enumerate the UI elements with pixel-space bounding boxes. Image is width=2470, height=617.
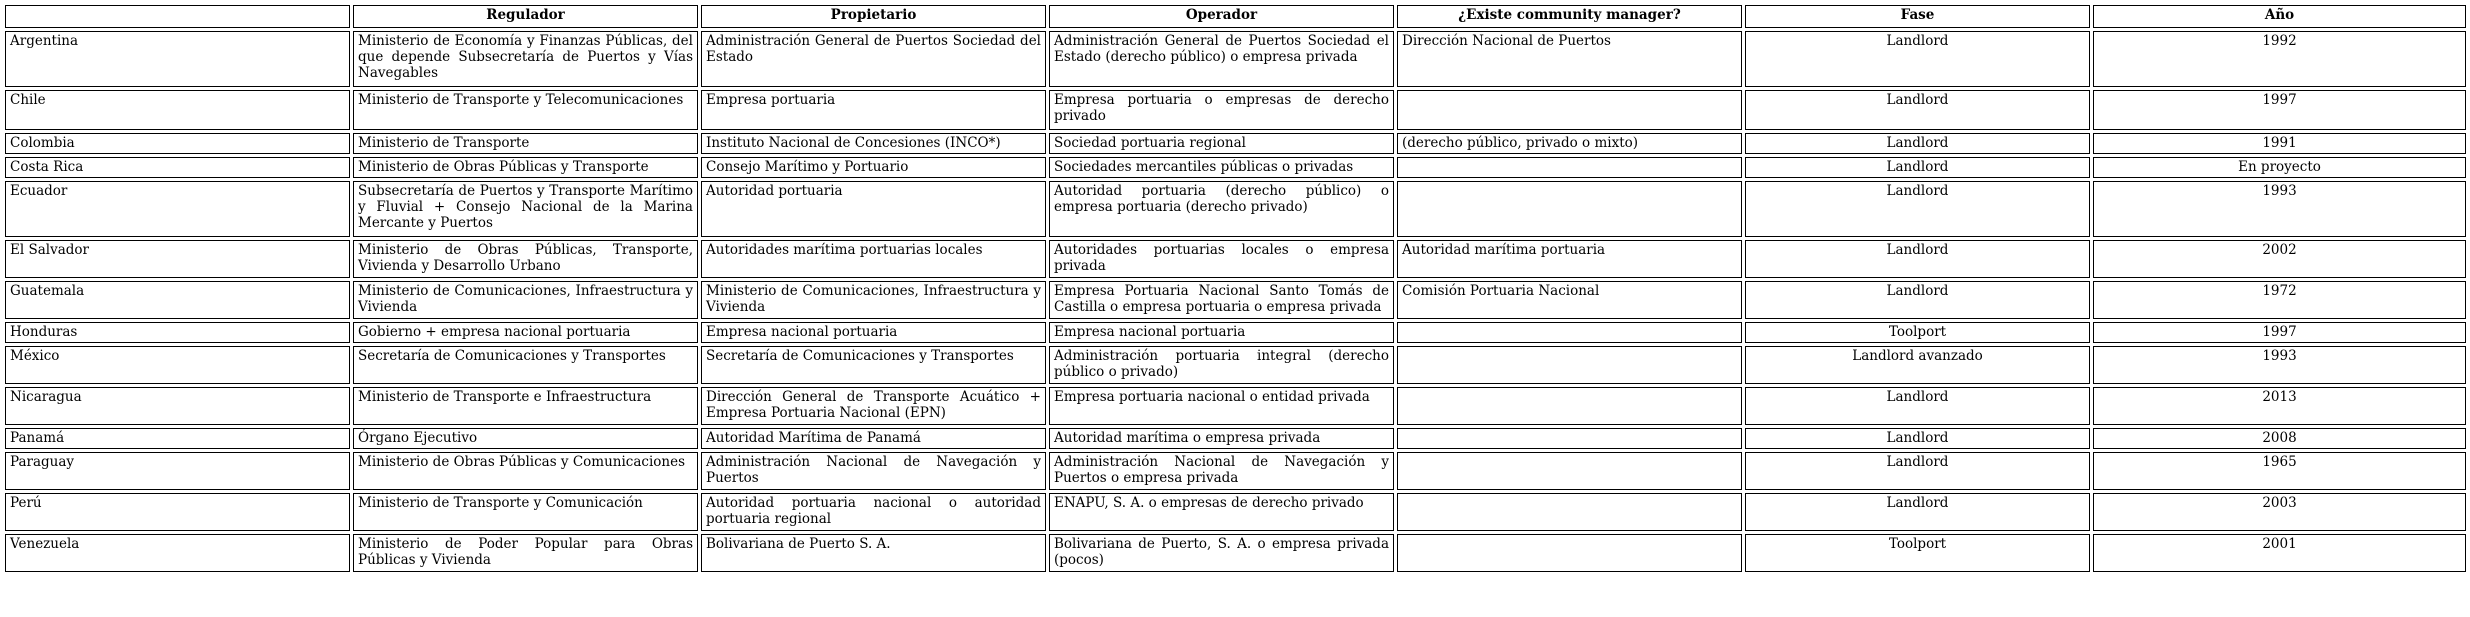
cell-propietario: Autoridad portuaria (701, 181, 1046, 237)
cell-pais: Perú (5, 493, 350, 531)
cell-anio: 2013 (2093, 387, 2466, 425)
header-fase: Fase (1745, 5, 2090, 28)
header-operador: Operador (1049, 5, 1394, 28)
cell-regulador: Ministerio de Obras Públicas y Comunicaciones (353, 452, 698, 490)
cell-pais: El Salvador (5, 240, 350, 278)
cell-propietario: Secretaría de Comunicaciones y Transportes (701, 346, 1046, 384)
cell-fase: Landlord (1745, 240, 2090, 278)
table-body (5, 31, 2466, 572)
cell-propietario: Autoridad portuaria nacional o autoridad portuaria regional (701, 493, 1046, 531)
cell-propietario: Instituto Nacional de Concesiones (INCO*) (701, 133, 1046, 154)
cell-pais: Colombia (5, 133, 350, 154)
table-row (5, 387, 2466, 425)
cell-operador: Sociedades mercantiles públicas o privadas (1049, 157, 1394, 178)
ports-table (2, 2, 2469, 575)
table-row (5, 493, 2466, 531)
cell-operador: Autoridad portuaria (derecho público) o empresa portuaria (derecho privado) (1049, 181, 1394, 237)
cell-anio: 1997 (2093, 322, 2466, 343)
table-row (5, 240, 2466, 278)
cell-community (1397, 157, 1742, 178)
cell-propietario: Consejo Marítimo y Portuario (701, 157, 1046, 178)
cell-anio: En proyecto (2093, 157, 2466, 178)
cell-community (1397, 387, 1742, 425)
cell-operador: Empresa Portuaria Nacional Santo Tomás de Castilla o empresa portuaria o empresa privada (1049, 281, 1394, 319)
cell-pais: Ecuador (5, 181, 350, 237)
cell-community: Autoridad marítima portuaria (1397, 240, 1742, 278)
cell-propietario: Dirección General de Transporte Acuático + Empresa Portuaria Nacional (EPN) (701, 387, 1046, 425)
cell-community (1397, 181, 1742, 237)
cell-fase: Landlord (1745, 31, 2090, 87)
table-row (5, 31, 2466, 87)
cell-propietario: Bolivariana de Puerto S. A. (701, 534, 1046, 572)
cell-propietario: Empresa nacional portuaria (701, 322, 1046, 343)
table-row (5, 322, 2466, 343)
table-row (5, 534, 2466, 572)
cell-fase: Landlord (1745, 387, 2090, 425)
cell-regulador: Ministerio de Comunicaciones, Infraestructura y Vivienda (353, 281, 698, 319)
cell-community: (derecho público, privado o mixto) (1397, 133, 1742, 154)
cell-pais: Guatemala (5, 281, 350, 319)
header-propietario: Propietario (701, 5, 1046, 28)
cell-regulador: Ministerio de Transporte e Infraestructura (353, 387, 698, 425)
cell-operador: Autoridad marítima o empresa privada (1049, 428, 1394, 449)
cell-community (1397, 428, 1742, 449)
table-row (5, 452, 2466, 490)
table-row (5, 346, 2466, 384)
cell-community: Comisión Portuaria Nacional (1397, 281, 1742, 319)
cell-pais: Costa Rica (5, 157, 350, 178)
cell-regulador: Ministerio de Obras Públicas y Transporte (353, 157, 698, 178)
cell-operador: Autoridades portuarias locales o empresa privada (1049, 240, 1394, 278)
cell-pais: México (5, 346, 350, 384)
table-header (5, 5, 2466, 28)
table-row (5, 428, 2466, 449)
cell-regulador: Ministerio de Poder Popular para Obras Públicas y Vivienda (353, 534, 698, 572)
cell-fase: Landlord (1745, 428, 2090, 449)
cell-propietario: Administración General de Puertos Sociedad del Estado (701, 31, 1046, 87)
cell-fase: Landlord (1745, 181, 2090, 237)
cell-pais: Nicaragua (5, 387, 350, 425)
cell-community (1397, 346, 1742, 384)
header-anio: Año (2093, 5, 2466, 28)
cell-propietario: Ministerio de Comunicaciones, Infraestructura y Vivienda (701, 281, 1046, 319)
cell-community (1397, 452, 1742, 490)
cell-pais: Honduras (5, 322, 350, 343)
cell-pais: Chile (5, 90, 350, 130)
cell-regulador: Ministerio de Transporte y Telecomunicaciones (353, 90, 698, 130)
cell-operador: Administración Nacional de Navegación y Puertos o empresa privada (1049, 452, 1394, 490)
cell-regulador: Secretaría de Comunicaciones y Transportes (353, 346, 698, 384)
cell-anio: 1972 (2093, 281, 2466, 319)
cell-community (1397, 493, 1742, 531)
cell-regulador: Ministerio de Transporte (353, 133, 698, 154)
cell-propietario: Autoridades marítima portuarias locales (701, 240, 1046, 278)
table-row (5, 281, 2466, 319)
cell-regulador: Ministerio de Obras Públicas, Transporte, Vivienda y Desarrollo Urbano (353, 240, 698, 278)
header-community-manager: ¿Existe community manager? (1397, 5, 1742, 28)
table-row (5, 90, 2466, 130)
cell-fase: Toolport (1745, 534, 2090, 572)
table-row (5, 133, 2466, 154)
header-row (5, 5, 2466, 28)
cell-fase: Landlord avanzado (1745, 346, 2090, 384)
cell-operador: Administración General de Puertos Sociedad el Estado (derecho público) o empresa privada (1049, 31, 1394, 87)
cell-fase: Landlord (1745, 281, 2090, 319)
cell-operador: Empresa portuaria o empresas de derecho privado (1049, 90, 1394, 130)
cell-fase: Landlord (1745, 157, 2090, 178)
cell-propietario: Autoridad Marítima de Panamá (701, 428, 1046, 449)
cell-regulador: Ministerio de Transporte y Comunicación (353, 493, 698, 531)
cell-operador: Sociedad portuaria regional (1049, 133, 1394, 154)
header-pais (5, 5, 350, 28)
cell-operador: Empresa portuaria nacional o entidad privada (1049, 387, 1394, 425)
cell-anio: 2003 (2093, 493, 2466, 531)
cell-fase: Landlord (1745, 133, 2090, 154)
cell-propietario: Administración Nacional de Navegación y Puertos (701, 452, 1046, 490)
cell-operador: Empresa nacional portuaria (1049, 322, 1394, 343)
cell-anio: 2001 (2093, 534, 2466, 572)
cell-fase: Toolport (1745, 322, 2090, 343)
cell-operador: Bolivariana de Puerto, S. A. o empresa privada (pocos) (1049, 534, 1394, 572)
cell-anio: 1991 (2093, 133, 2466, 154)
cell-community (1397, 534, 1742, 572)
cell-community (1397, 90, 1742, 130)
cell-regulador: Subsecretaría de Puertos y Transporte Marítimo y Fluvial + Consejo Nacional de la Marina Mercante y Puertos (353, 181, 698, 237)
cell-fase: Landlord (1745, 452, 2090, 490)
cell-operador: Administración portuaria integral (derecho público o privado) (1049, 346, 1394, 384)
table-row (5, 157, 2466, 178)
cell-fase: Landlord (1745, 90, 2090, 130)
cell-anio: 1997 (2093, 90, 2466, 130)
cell-pais: Argentina (5, 31, 350, 87)
cell-regulador: Ministerio de Economía y Finanzas Públicas, del que depende Subsecretaría de Puertos y Vías Navegables (353, 31, 698, 87)
cell-regulador: Gobierno + empresa nacional portuaria (353, 322, 698, 343)
cell-anio: 1993 (2093, 181, 2466, 237)
cell-anio: 1992 (2093, 31, 2466, 87)
cell-community: Dirección Nacional de Puertos (1397, 31, 1742, 87)
cell-anio: 1993 (2093, 346, 2466, 384)
cell-propietario: Empresa portuaria (701, 90, 1046, 130)
header-regulador: Regulador (353, 5, 698, 28)
cell-pais: Venezuela (5, 534, 350, 572)
cell-community (1397, 322, 1742, 343)
cell-regulador: Órgano Ejecutivo (353, 428, 698, 449)
cell-anio: 1965 (2093, 452, 2466, 490)
cell-pais: Paraguay (5, 452, 350, 490)
cell-operador: ENAPU, S. A. o empresas de derecho privado (1049, 493, 1394, 531)
cell-anio: 2002 (2093, 240, 2466, 278)
cell-fase: Landlord (1745, 493, 2090, 531)
cell-pais: Panamá (5, 428, 350, 449)
table-row (5, 181, 2466, 237)
cell-anio: 2008 (2093, 428, 2466, 449)
